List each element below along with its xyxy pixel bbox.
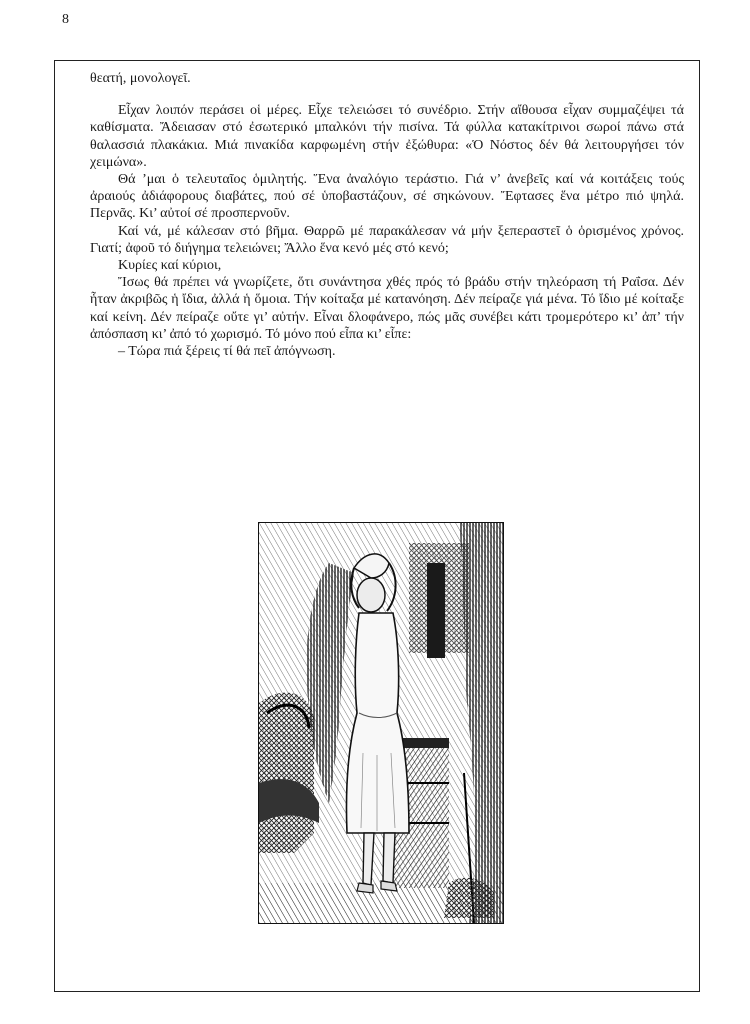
engraving-illustration [258, 522, 504, 924]
paragraph-continuation: θεατή, μονολογεῖ. [90, 71, 191, 86]
dialogue-line: – Τώρα πιά ξέρεις τί θά πεῖ ἀπόγνωση. [118, 344, 336, 360]
paragraph-1: Εἶχαν λοιπόν περάσει οἱ μέρες. Εἶχε τελειώσει τό συνέδριο. Στήν αἴθουσα εἶχαν συμμαζέψει τά καθίσματα. Ἄδειασαν στό ἐσωτερικό μπαλκόνι τήν πισίνα. Τά φύλλα κατακίτρινοι σωροί πάνω στά θαλασσιά πλακάκια. Μιά πινακίδα καρφωμένη στήν ἐξώθυρα: «Ὁ Νόστος δέν θά λειτουργήσει τόν χειμώνα». [90, 103, 684, 170]
paragraph-2: Θά ’μαι ὁ τελευταῖος ὁμιλητής. Ἕνα ἀναλόγιο τεράστιο. Γιά ν’ ἀνεβεῖς καί νά κοιτάξεις τούς ἀραιούς ἀδιάφορους διαβάτες, πού σέ ὑποβαστάζουν, σέ σηκώνουν. Ἔφτασες ἕνα μέτρο πιό ψηλά. Περνᾶς. Κι’ αὐτοί σέ προσπερνοῦν. [90, 172, 684, 222]
engraving-woman-combing-hair [259, 523, 503, 923]
paragraph-4: Ἴσως θά πρέπει νά γνωρίζετε, ὅτι συνάντησα χθές πρός τό βράδυ στήν τηλεόραση τή Ραΐσα. Δέν ἦταν ἀκριβῶς ἡ ἴδια, ἀλλά ἡ ὅμοια. Τήν κοίταξα μέ κατανόηση. Δέν πείραζε γιά μένα. Τό ἴδιο μέ κοίταξε καί κείνη. Δέν πείραζε οὔτε γι’ αὐτήν. Εἶναι δλοφάνερο, πώς μᾶς συνέβει κάτι τρομερότερο κι’ ἀπ’ τήν ἀπόσπαση κι’ ἀπό τό χωρισμό. Τό μόνο πού εἶπα κι’ εἶπε: [90, 275, 684, 342]
story-text [90, 70, 684, 360]
paragraph-3: Καί νά, μέ κάλεσαν στό βῆμα. Θαρρῶ μέ παρακάλεσαν νά μήν ξεπεραστεῖ ὁ ὁρισμένος χρόνος. Γιατί; ἀφοῦ τό διήγημα τελειώνει; Ἄλλο ἕνα κενό μές στό κενό; [90, 223, 684, 256]
salutation: Κυρίες καί κύριοι, [118, 258, 222, 274]
page-number: 8 [62, 12, 69, 27]
